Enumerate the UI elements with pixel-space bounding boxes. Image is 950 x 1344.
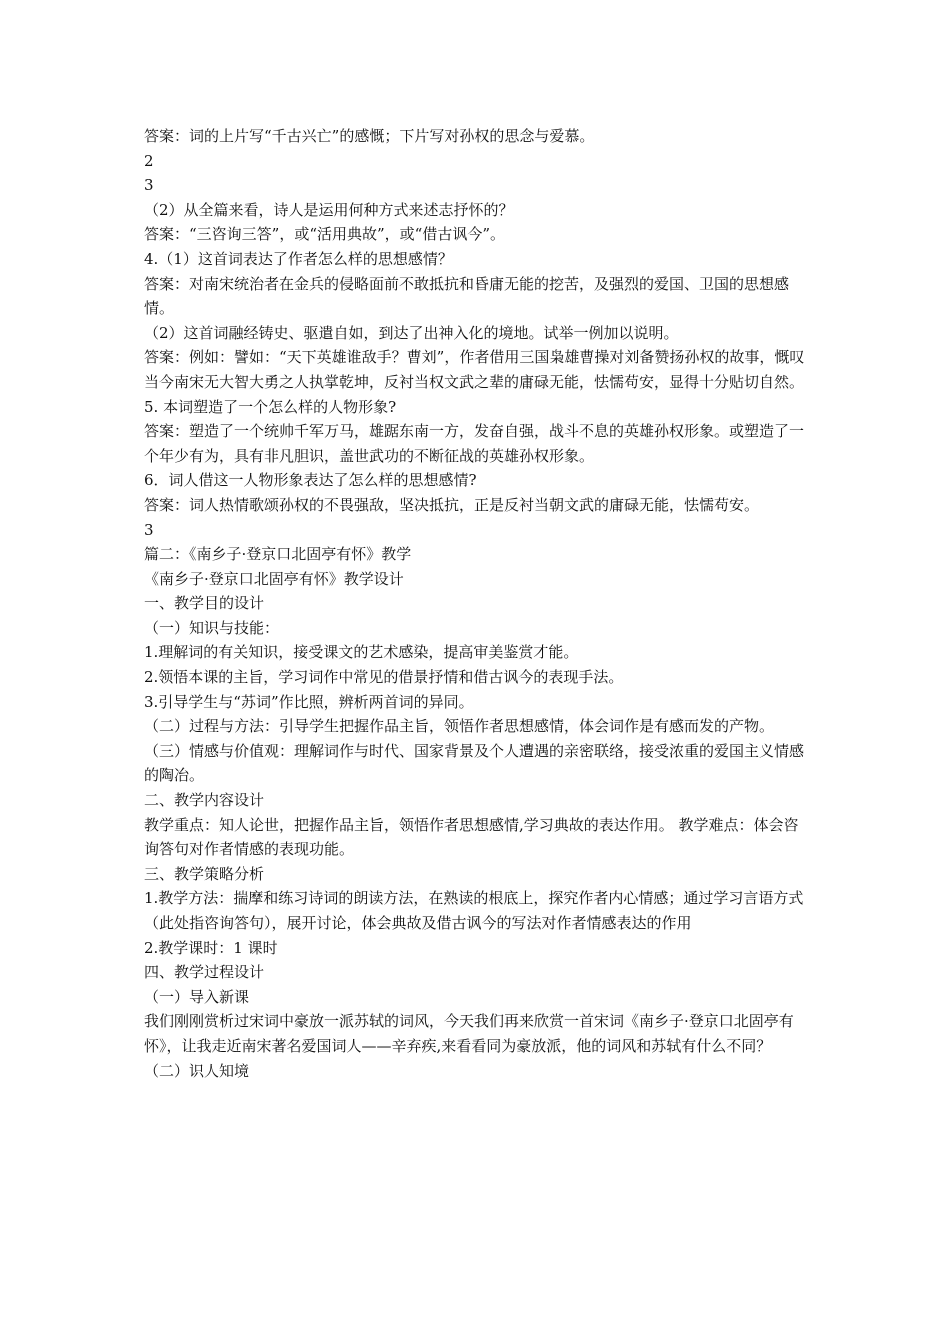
heading: 三、教学策略分析 bbox=[144, 864, 265, 883]
answer-paragraph: 答案：词人热情歌颂孙权的不畏强敌，坚决抵抗，正是反衬当朝文武的庸碌无能，怯懦苟安。 bbox=[144, 495, 760, 514]
answer-paragraph: 答案：塑造了一个统帅千军万马，雄踞东南一方，发奋自强，战斗不息的英雄孙权形象。或塑造了一个年少有为，具有非凡胆识，盖世武功的不断征战的英雄孙权形象。 bbox=[144, 422, 805, 465]
subheading: （一）导入新课 bbox=[144, 987, 250, 1006]
list-item: 2.领悟本课的主旨，学习词作中常见的借景抒情和借古讽今的表现手法。 bbox=[144, 668, 624, 687]
list-item: 3.引导学生与“苏词”作比照，辨析两首词的异同。 bbox=[144, 692, 474, 711]
paragraph: 教学重点：知人论世，把握作品主旨，领悟作者思想感情,学习典故的表达作用。 教学难点：体会咨询答句对作者情感的表现功能。 bbox=[144, 815, 799, 859]
question-line: （2）从全篇来看，诗人是运用何种方式来述志抒怀的？ bbox=[144, 200, 514, 219]
heading: 二、教学内容设计 bbox=[144, 791, 265, 810]
section-subtitle: 《南乡子·登京口北固亭有怀》教学设计 bbox=[144, 569, 404, 588]
paragraph: （二）过程与方法：引导学生把握作品主旨，领悟作者思想感情，体会词作是有感而发的产物。 bbox=[144, 717, 775, 736]
page-number: 3 bbox=[144, 176, 154, 195]
subheading: （一）知识与技能： bbox=[144, 618, 280, 637]
list-item: 1.理解词的有关知识，接受课文的艺术感染，提高审美鉴赏才能。 bbox=[144, 643, 579, 662]
paragraph: （三）情感与价值观：理解词作与时代、国家背景及个人遭遇的亲密联络，接受浓重的爱国主义情感的陶冶。 bbox=[144, 741, 805, 785]
subheading: （二）识人知境 bbox=[144, 1061, 250, 1080]
answer-line: 答案：“三咨询三答”，或“活用典故”，或“借古讽今”。 bbox=[144, 225, 506, 244]
question-line: 4.（1）这首词表达了作者怎么样的思想感情？ bbox=[144, 249, 453, 268]
section-title: 篇二：《南乡子·登京口北固亭有怀》教学 bbox=[144, 545, 412, 564]
document-body bbox=[144, 124, 812, 1083]
page-number: 2 bbox=[144, 151, 154, 170]
question-line: 5. 本词塑造了一个怎么样的人物形象? bbox=[144, 397, 397, 416]
heading: 一、教学目的设计 bbox=[144, 594, 265, 613]
heading: 四、教学过程设计 bbox=[144, 963, 265, 982]
paragraph: 我们刚刚赏析过宋词中豪放一派苏轼的词风，今天我们再来欣赏一首宋词《南乡子·登京口北固亭有怀》，让我走近南宋著名爱国词人——辛弃疾,来看看同为豪放派，他的词风和苏轼有什么不同？ bbox=[144, 1012, 794, 1055]
page-number: 3 bbox=[144, 520, 154, 539]
paragraph: 2.教学课时：1 课时 bbox=[144, 938, 278, 957]
question-line: 6．词人借这一人物形象表达了怎么样的思想感情? bbox=[144, 471, 477, 490]
answer-line: 答案：词的上片写“千古兴亡”的感慨；下片写对孙权的思念与爱慕。 bbox=[144, 127, 595, 145]
paragraph: 1.教学方法：揣摩和练习诗词的朗读方法，在熟读的根底上，探究作者内心情感；通过学习言语方式（此处指咨询答句），展开讨论，体会典故及借古讽今的写法对作者情感表达的作用 bbox=[144, 889, 804, 932]
answer-paragraph: 答案：对南宋统治者在金兵的侵略面前不敢抵抗和昏庸无能的挖苦，及强烈的爱国、卫国的思想感情。 bbox=[144, 274, 790, 318]
question-line: （2）这首词融经铸史、驱遣自如，到达了出神入化的境地。试举一例加以说明。 bbox=[144, 323, 679, 342]
answer-paragraph: 答案：例如：譬如：“天下英雄谁敌手？曹刘”，作者借用三国枭雄曹操对刘备赞扬孙权的故事，慨叹当今南宋无大智大勇之人执掌乾坤，反衬当权文武之辈的庸碌无能，怯懦苟安，显得十分贴切自然。 bbox=[144, 348, 805, 391]
